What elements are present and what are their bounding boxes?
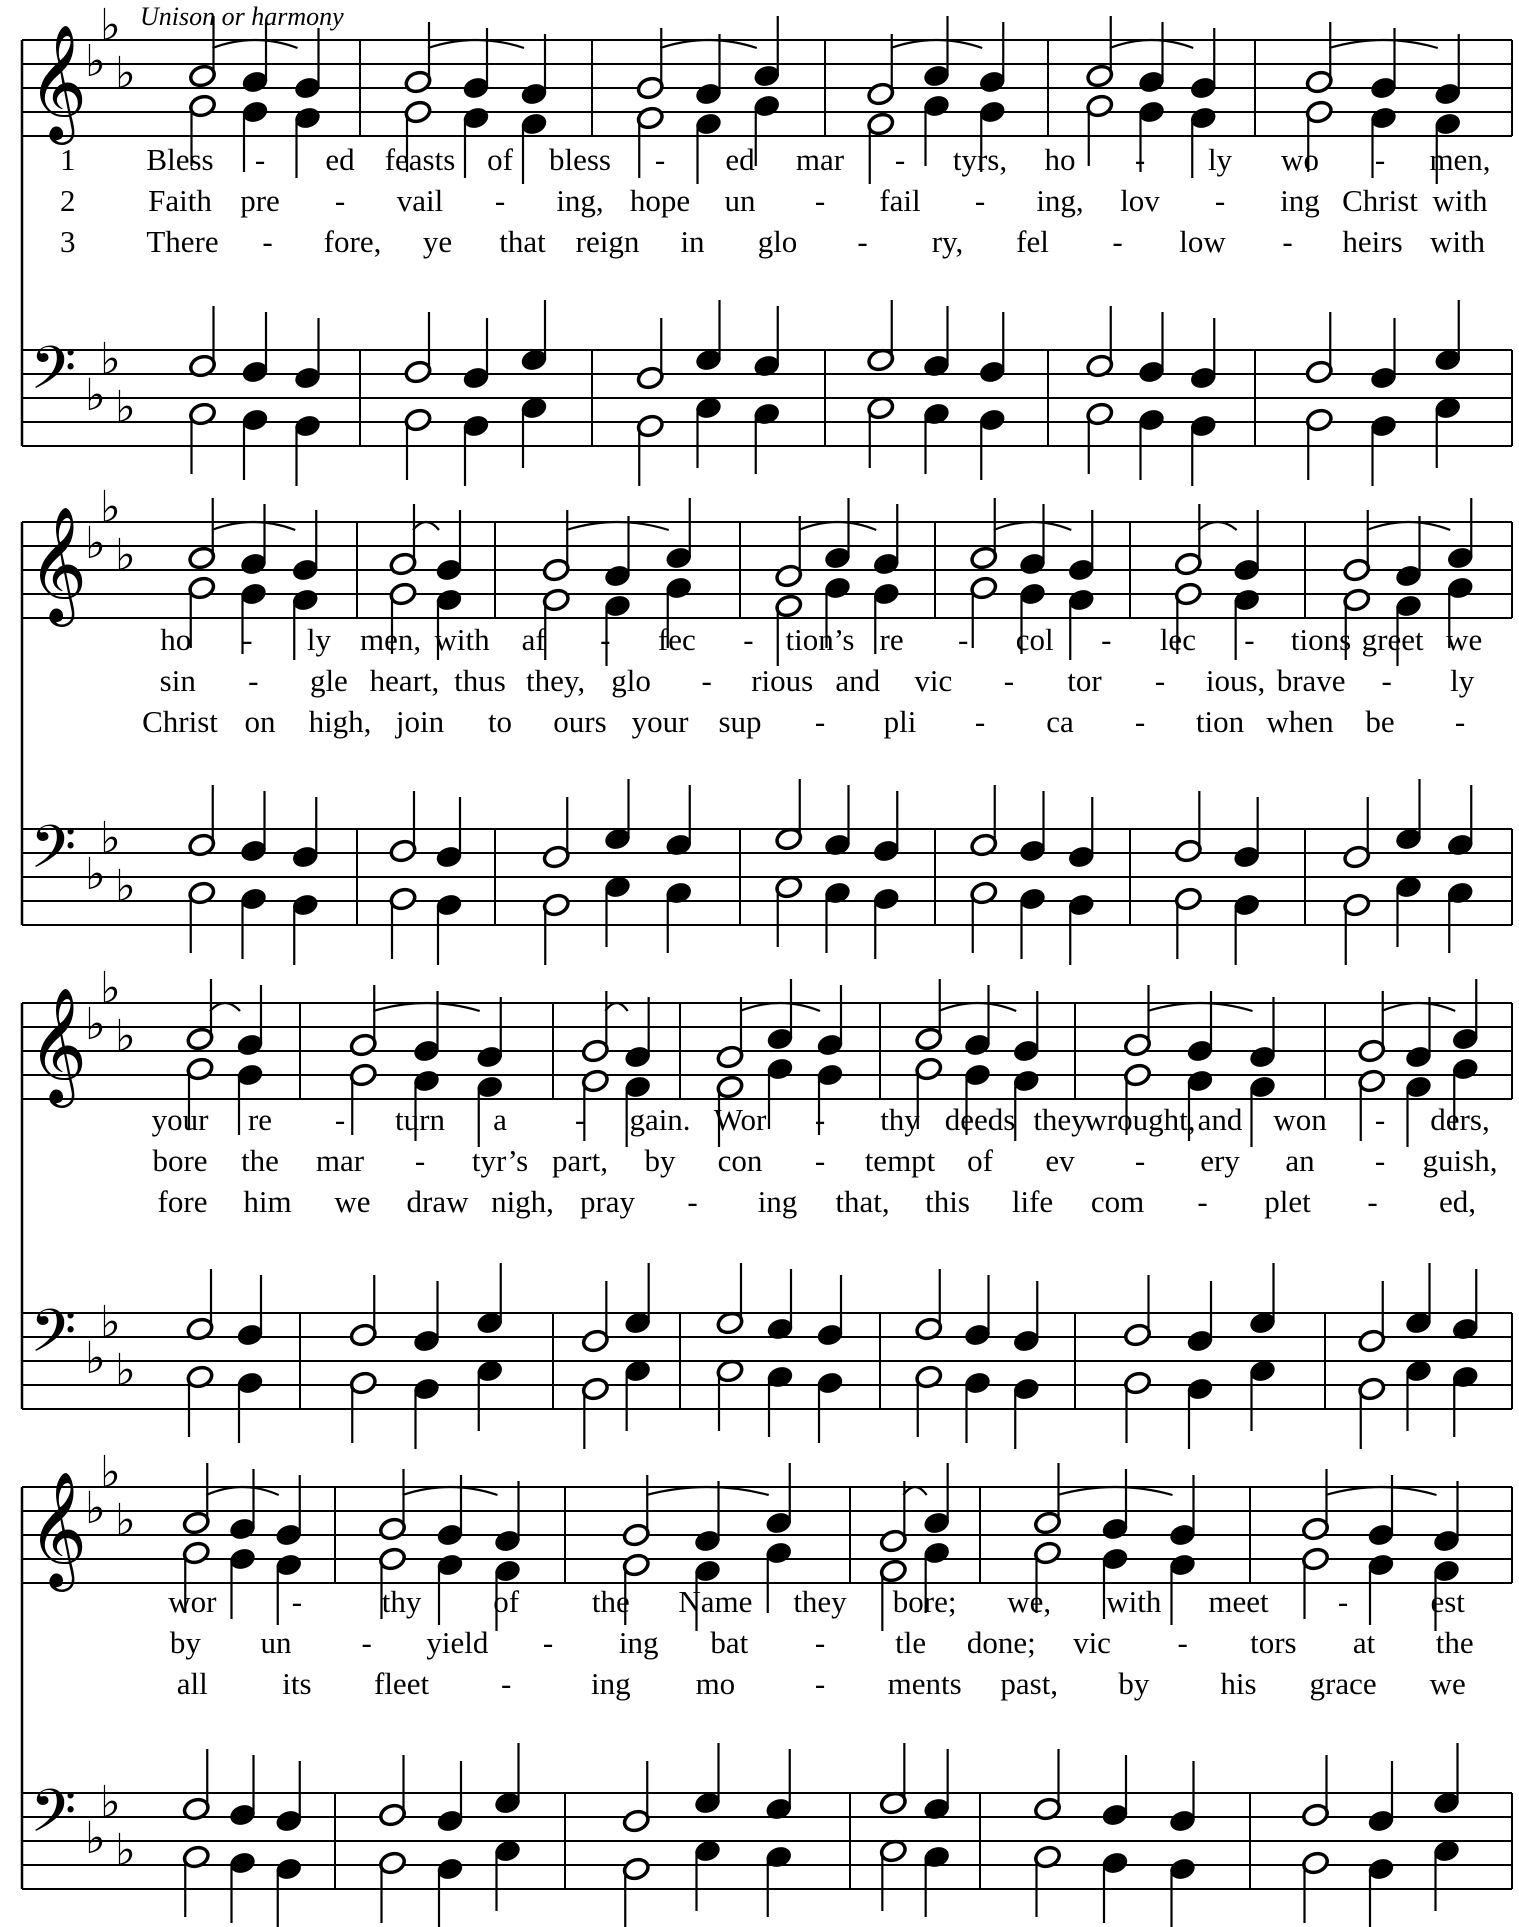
lyric-syllable: Bless [146,142,214,177]
lyric-syllable: ing, [1036,183,1084,218]
key-flat-icon: ♭ [85,1483,106,1534]
lyric-syllable: - [262,224,273,259]
lyric-syllable: they [1033,1102,1087,1137]
lyric-syllable: with [434,622,490,657]
lyric-syllable: vic [1073,1625,1111,1660]
lyric-syllable: fore [157,1184,208,1219]
lyric-syllable: when [1266,704,1334,739]
bass-clef-icon: 𝄢 [30,333,77,417]
treble-clef-icon: 𝄞 [28,505,88,622]
lyric-syllable: wor [168,1584,217,1619]
lyric-syllable: of [493,1584,520,1619]
lyric-syllable: his [1220,1666,1257,1701]
lyric-syllable: Faith [148,183,212,218]
lyric-syllable: - [974,183,986,218]
lyric-line [0,622,1519,662]
lyric-syllable: - [1244,622,1255,657]
lyric-syllable: in [680,224,705,259]
lyric-syllable: Wor [713,1102,767,1137]
lyric-syllable: un [260,1625,292,1660]
lyric-syllable: of [967,1143,993,1178]
bass-clef-icon: 𝄢 [30,1776,77,1860]
key-flat-icon: ♭ [100,813,121,864]
lyric-syllable: low [1179,224,1226,259]
lyric-syllable: at [1352,1625,1376,1660]
lyric-syllable: life [1011,1184,1054,1219]
slur [403,1487,498,1495]
lyric-syllable: by [169,1625,201,1660]
bass-clef-icon: 𝄢 [30,812,77,896]
lyric-syllable: con [717,1143,763,1178]
slur [939,1003,1017,1011]
key-flat-icon: ♭ [115,530,136,581]
treble-clef-icon: 𝄞 [28,23,88,140]
key-flat-icon: ♭ [100,334,121,385]
lyric-syllable: by [1118,1666,1150,1701]
key-flat-icon: ♭ [85,370,106,421]
key-flat-icon: ♭ [100,482,121,533]
lyric-syllable: glo [757,224,798,259]
lyric-syllable: that [499,224,546,259]
lyric-syllable: com [1090,1184,1145,1219]
lyric-syllable: ours [553,704,607,739]
lyric-syllable: tors [1250,1625,1297,1660]
lyric-syllable: - [574,1102,586,1137]
lyric-syllable: - [1134,704,1146,739]
lyric-syllable: this [925,1184,970,1219]
lyric-syllable: - [1197,1184,1208,1219]
lyric-syllable: ing [590,1666,631,1701]
key-flat-icon: ♭ [85,1333,106,1384]
slur [740,1003,820,1011]
lyric-syllable: rious [751,663,814,698]
lyric-syllable: ly [306,622,331,657]
lyric-syllable: ry, [931,224,964,259]
lyric-syllable: est [1430,1584,1465,1619]
lyric-syllable: gain. [629,1102,691,1137]
lyric-syllable: fore, [323,224,382,259]
lyric-syllable: tyrs, [952,142,1008,177]
lyric-syllable: - [1112,224,1123,259]
lyric-syllable: ments [887,1666,962,1701]
lyric-syllable: lec [1159,622,1196,657]
lyric-syllable: feasts [384,142,456,177]
lyric-syllable: him [243,1184,292,1219]
slur [566,522,669,530]
lyric-syllable: - [814,1625,826,1660]
lyric-syllable: - [974,704,986,739]
lyric-syllable: a [493,1102,507,1137]
lyric-syllable: pray [579,1184,636,1219]
key-flat-icon: ♭ [115,1825,136,1876]
slur [646,1487,769,1495]
lyric-syllable: - [254,142,266,177]
lyric-syllable: pre [240,183,280,218]
lyric-syllable: all [176,1666,208,1701]
lyric-syllable: they, [525,663,586,698]
lyric-syllable: heirs [1342,224,1403,259]
lyric-syllable: - [500,1666,512,1701]
lyric-syllable: - [1454,704,1466,739]
lyric-syllable: - [494,183,506,218]
slur [1329,40,1438,48]
lyric-syllable: Christ [1342,183,1418,218]
lyric-syllable: re [879,622,904,657]
lyric-syllable: draw [406,1184,469,1219]
lyric-syllable: - [1134,1143,1146,1178]
lyric-syllable: we [1429,1666,1466,1701]
lyric-line [0,663,1519,703]
lyric-syllable: vail [396,183,444,218]
lyric-syllable: the [1435,1625,1474,1660]
lyric-syllable: men, [1429,142,1491,177]
slur [428,40,524,48]
slur [660,40,757,48]
lyric-syllable: won [1273,1102,1327,1137]
lyric-syllable: by [644,1143,676,1178]
lyric-syllable: with [1432,183,1488,218]
lyric-syllable: ious, [1205,663,1266,698]
lyric-syllable: Name [678,1584,753,1619]
lyric-syllable: - [814,1143,826,1178]
treble-clef-icon: 𝄞 [28,1470,88,1587]
lyric-syllable: - [1101,622,1112,657]
lyric-syllable: your [631,704,689,739]
lyric-syllable: - [814,1666,826,1701]
lyric-syllable: an [1285,1143,1315,1178]
key-flat-icon: ♭ [100,1447,121,1498]
lyric-syllable: join [395,704,445,739]
slur [373,1003,480,1011]
lyric-syllable: ing [757,1184,798,1219]
key-flat-icon: ♭ [115,1345,136,1396]
lyric-syllable: - [1374,1143,1386,1178]
lyric-syllable: wo [1281,142,1319,177]
lyric-syllable: tle [895,1625,927,1660]
lyric-syllable: ca [1046,704,1074,739]
lyric-syllable: grace [1309,1666,1377,1701]
slur [1382,1003,1456,1011]
lyric-syllable: pli [883,704,917,739]
key-flat-icon: ♭ [85,36,106,87]
lyric-syllable: There [146,224,219,259]
lyric-syllable: tion’s [785,622,855,657]
lyric-syllable: greet [1361,622,1424,657]
key-flat-icon: ♭ [115,382,136,433]
lyric-syllable: your [151,1102,209,1137]
lyric-syllable: mar [795,142,845,177]
slur [1326,1487,1437,1495]
slur [212,522,296,530]
lyric-syllable: - [334,183,346,218]
lyric-syllable: gle [309,663,348,698]
lyric-line [0,1666,1519,1706]
key-flat-icon: ♭ [115,861,136,912]
slur [891,40,983,48]
lyric-syllable: - [1177,1625,1188,1660]
lyric-syllable: ly [1450,663,1475,698]
lyric-syllable: meet [1208,1584,1269,1619]
lyric-syllable: - [957,622,969,657]
lyric-line [0,1184,1519,1224]
lyric-syllable: bat [710,1625,749,1660]
lyric-syllable: bore [152,1143,208,1178]
lyric-syllable: glo [611,663,651,698]
lyric-syllable: the [241,1143,279,1178]
lyric-syllable: tion [1195,704,1245,739]
key-flat-icon: ♭ [100,1777,121,1828]
verse-number: 3 [60,224,76,259]
lyric-syllable: tions [1290,622,1352,657]
lyric-syllable: wrought, [1084,1102,1196,1137]
lyric-syllable: - [291,1584,303,1619]
lyric-syllable: deeds [944,1102,1016,1137]
slur [1058,1487,1173,1495]
lyric-syllable: - [814,1102,826,1137]
lyric-syllable: - [894,142,906,177]
key-flat-icon: ♭ [85,999,106,1050]
lyric-syllable: thy [880,1102,920,1137]
key-flat-icon: ♭ [115,48,136,99]
key-flat-icon: ♭ [115,1011,136,1062]
slur [1198,522,1236,530]
lyric-syllable: with [1429,224,1486,259]
lyric-line [0,1625,1519,1665]
lyric-line [0,704,1519,744]
lyric-syllable: - [743,622,754,657]
lyric-syllable: part, [552,1143,608,1178]
lyric-syllable: turn [395,1102,445,1137]
lyric-syllable: Christ [142,704,218,739]
lyric-syllable: lov [1120,183,1160,218]
lyric-syllable: to [487,704,513,739]
lyric-syllable: - [1367,1184,1378,1219]
lyric-syllable: - [1154,663,1166,698]
lyric-line [0,1102,1519,1142]
lyric-syllable: re [247,1102,273,1137]
lyric-syllable: on [244,704,276,739]
lyric-syllable: heart, [369,663,440,698]
lyric-syllable: brave [1276,663,1346,698]
lyric-syllable: we [1446,622,1483,657]
key-flat-icon: ♭ [85,1813,106,1864]
lyric-syllable: - [814,704,826,739]
lyric-line [0,1584,1519,1624]
lyric-syllable: bless [549,142,611,177]
slur [994,522,1072,530]
lyric-syllable: done; [966,1625,1036,1660]
key-flat-icon: ♭ [100,963,121,1014]
lyric-syllable: un [724,183,756,218]
lyric-syllable: ders, [1430,1102,1490,1137]
lyric-syllable: - [542,1625,554,1660]
lyric-syllable: col [1015,622,1054,657]
lyric-syllable: ing [1280,183,1320,218]
lyric-syllable: - [361,1625,372,1660]
lyric-syllable: ho [1044,142,1076,177]
lyric-syllable: hope [629,183,691,218]
lyric-syllable: - [414,1143,426,1178]
lyric-syllable: ly [1207,142,1233,177]
lyric-syllable: - [1214,183,1226,218]
verse-number: 1 [60,142,76,177]
lyric-syllable: the [591,1584,630,1619]
lyric-syllable: tyr’s [471,1143,529,1178]
lyric-syllable: - [654,142,666,177]
lyric-syllable: - [814,183,826,218]
lyric-syllable: that, [835,1184,890,1219]
lyric-syllable: we [334,1184,371,1219]
slur [413,522,439,530]
bass-staff-2 [22,829,1512,925]
lyric-syllable: of [487,142,513,177]
lyric-syllable: and [1197,1102,1243,1137]
lyric-syllable: high, [308,704,372,739]
lyric-syllable: vic [914,663,953,698]
lyric-syllable: bore; [892,1584,957,1619]
lyric-syllable: fel [1016,224,1049,259]
lyric-syllable: - [334,1102,346,1137]
lyric-syllable: past, [1000,1666,1059,1701]
lyric-syllable: ev [1045,1143,1075,1178]
slur [799,522,877,530]
key-flat-icon: ♭ [100,0,121,51]
slur [206,1487,279,1495]
slur [1367,522,1451,530]
slur [1110,40,1194,48]
key-flat-icon: ♭ [85,849,106,900]
lyric-syllable: men, [359,622,422,657]
bass-clef-icon: 𝄢 [30,1296,77,1380]
lyric-syllable: - [1134,142,1146,177]
lyric-syllable: - [1374,142,1386,177]
performance-instruction: Unison or harmony [140,2,344,31]
lyric-syllable: - [248,663,259,698]
lyric-syllable: fleet [373,1666,430,1701]
slur [1148,1003,1253,1011]
lyric-syllable: plet [1264,1184,1311,1219]
lyric-syllable: tor [1067,663,1102,698]
slur [213,40,298,48]
lyric-syllable: ing, [556,183,604,218]
lyric-syllable: and [835,663,881,698]
key-flat-icon: ♭ [85,518,106,569]
lyric-syllable: - [1003,663,1015,698]
lyric-syllable: its [282,1666,312,1701]
lyric-syllable: thus [454,663,506,698]
lyric-syllable: we, [1007,1584,1052,1619]
lyric-syllable: - [242,622,253,657]
key-flat-icon: ♭ [100,1297,121,1348]
lyric-syllable: tempt [864,1143,936,1178]
lyric-syllable: ed [325,142,355,177]
key-flat-icon: ♭ [115,1495,136,1546]
lyric-syllable: - [1374,1102,1386,1137]
lyric-line [0,142,1519,182]
lyric-syllable: thy [381,1584,422,1619]
lyric-line [0,1143,1519,1183]
lyric-syllable: - [701,663,712,698]
lyric-syllable: - [600,622,611,657]
lyric-syllable: af [521,622,546,657]
lyric-syllable: guish, [1422,1143,1498,1178]
lyric-syllable: with [1106,1584,1162,1619]
lyric-syllable: they [793,1584,847,1619]
lyric-syllable: yield [426,1625,489,1660]
lyric-syllable: ed [725,142,755,177]
lyric-syllable: fail [879,183,921,218]
lyric-syllable: - [687,1184,698,1219]
slur [903,1487,926,1495]
lyric-syllable: sup [718,704,762,739]
slur [210,1003,240,1011]
lyric-syllable: - [1337,1584,1349,1619]
lyric-line [0,183,1519,223]
lyric-syllable: ing [618,1625,659,1660]
lyric-syllable: fec [657,622,696,657]
lyric-syllable: nigh, [491,1184,554,1219]
verse-number: 2 [60,183,76,218]
lyric-syllable: reign [575,224,640,259]
lyric-line [0,224,1519,264]
lyric-syllable: - [1282,224,1293,259]
lyric-syllable: ed, [1438,1184,1477,1219]
lyric-syllable: ye [422,224,453,259]
lyric-syllable: - [857,224,868,259]
lyric-syllable: mar [315,1143,365,1178]
lyric-syllable: mo [695,1666,736,1701]
lyric-syllable: - [1381,663,1392,698]
lyric-syllable: sin [159,663,196,698]
lyric-syllable: ho [160,622,192,657]
lyric-syllable: ery [1200,1143,1240,1178]
treble-clef-icon: 𝄞 [28,986,88,1103]
slur [605,1003,627,1011]
lyric-syllable: be [1365,704,1395,739]
